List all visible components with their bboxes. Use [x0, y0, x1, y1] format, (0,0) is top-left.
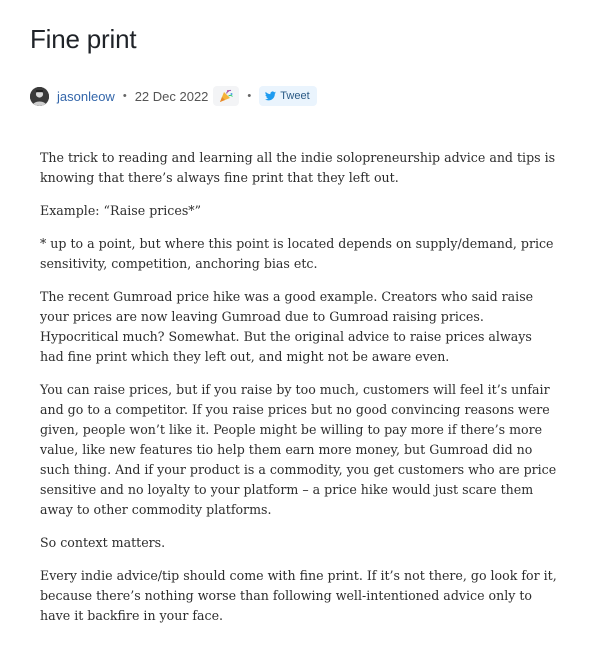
meta-separator-2: • — [247, 90, 252, 102]
author-link[interactable]: jasonleow — [57, 88, 115, 104]
avatar[interactable] — [30, 87, 49, 106]
avatar-image — [30, 87, 49, 106]
paragraph: The trick to reading and learning all the indie solopreneurship advice and tips is knowing that there’s always fine print that they left out. — [40, 150, 556, 185]
reaction-button[interactable] — [213, 86, 239, 106]
paragraph: * up to a point, but where this point is located depends on supply/demand, price sensitivity, competition, anchoring bias etc. — [40, 236, 554, 271]
post-body — [40, 148, 558, 639]
twitter-bird-icon — [265, 91, 276, 101]
party-popper-icon — [218, 88, 234, 104]
paragraph: You can raise prices, but if you raise by too much, customers will feel it’s unfair and go to a competitor. If you raise prices but no good convincing reasons were given, people won’t like it. People might be willing to pay more if there’s more value, like new features tio help them earn more money, but Gumroad did no such thing. And if your product is a commodity, you get customers who are price sensitive and no loyalty to your platform – a price hike would just scare them away to other commodity platforms. — [40, 382, 557, 517]
paragraph: Every indie advice/tip should come with fine print. If it’s not there, go look for it, because there’s nothing worse than following well-intentioned advice only to have it backfire in your face. — [40, 568, 557, 623]
tweet-label: Tweet — [280, 90, 310, 102]
tweet-button[interactable] — [259, 86, 316, 106]
post-date: 22 Dec 2022 — [134, 88, 209, 104]
paragraph: The recent Gumroad price hike was a good example. Creators who said raise your prices are now leaving Gumroad due to Gumroad raising prices. Hypocritical much? Somewhat. But the original advice to raise prices always had fine print which they left out, and might not be aware even. — [40, 289, 534, 364]
post-meta — [30, 85, 317, 107]
meta-separator: • — [122, 90, 127, 102]
paragraph: So context matters. — [40, 535, 166, 550]
paragraph: Example: “Raise prices*” — [40, 203, 202, 218]
page-title: Fine print — [30, 24, 137, 54]
